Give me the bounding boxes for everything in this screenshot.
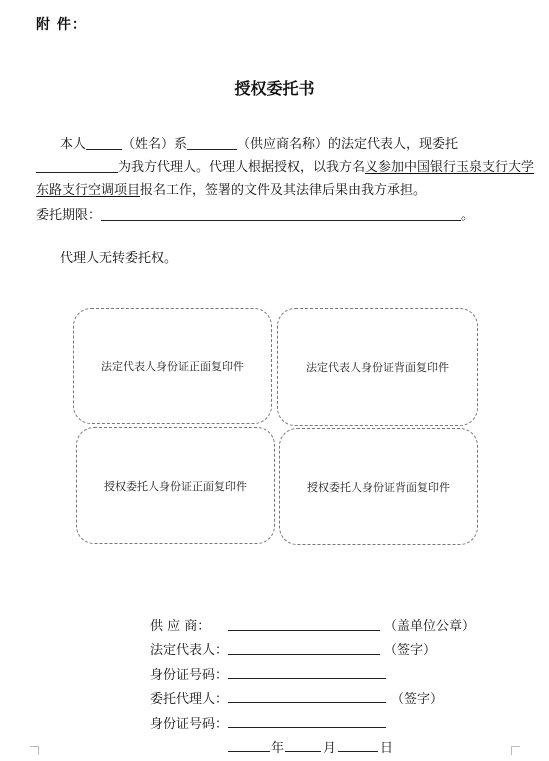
supplier-label: 供 应 商： xyxy=(150,619,211,634)
agent-label: 委托代理人： xyxy=(150,692,229,707)
corner-mark-bottom-left xyxy=(30,746,39,755)
text-project-underlined-2: 东路支行空调项目 xyxy=(36,183,141,198)
legal-rep-label: 法定代表人： xyxy=(150,643,229,658)
agent-name-blank xyxy=(36,159,118,173)
month-blank xyxy=(285,751,321,752)
name-blank xyxy=(86,136,122,150)
date-year: 年 xyxy=(271,741,285,756)
body-line-1 xyxy=(60,136,458,153)
term-blank xyxy=(101,207,461,221)
text-term-end: 。 xyxy=(461,208,475,223)
id-box-agent-back-label: 授权委托人身份证背面复印件 xyxy=(307,480,450,494)
year-blank xyxy=(228,751,270,752)
corner-mark-bottom-right xyxy=(511,746,520,755)
body-line-3 xyxy=(36,183,426,199)
legal-rep-sign-note: （签字） xyxy=(384,643,437,658)
agent-id-blank xyxy=(228,727,386,728)
text-supplier-legal-rep: （供应商名称）的法定代表人，现委托 xyxy=(237,137,459,152)
id-box-agent-front xyxy=(76,427,275,544)
agent-id-label: 身份证号码： xyxy=(150,717,229,732)
body-line-2 xyxy=(36,159,534,176)
supplier-seal-note: （盖单位公章） xyxy=(384,619,476,634)
date-month: 月 xyxy=(323,741,337,756)
text-agent-authorization: 为我方代理人。代理人根据授权，以我方名 xyxy=(118,160,366,175)
text-term-label: 委托期限： xyxy=(36,208,102,223)
day-blank xyxy=(338,751,378,752)
supplier-name-blank xyxy=(187,136,237,150)
no-transfer-statement: 代理人无转委托权。 xyxy=(60,251,178,266)
id-box-agent-front-label: 授权委托人身份证正面复印件 xyxy=(104,479,247,493)
id-box-legal-back xyxy=(277,308,478,426)
legal-rep-blank xyxy=(228,654,380,655)
id-box-legal-back-label: 法定代表人身份证背面复印件 xyxy=(306,361,449,374)
text-ben-ren: 本人 xyxy=(60,137,87,152)
attachment-label: 附 件： xyxy=(36,17,87,33)
id-box-agent-back xyxy=(279,428,478,545)
text-legal-consequences: 报名工作，签署的文件及其法律后果由我方承担。 xyxy=(140,183,427,198)
document-title: 授权委托书 xyxy=(234,79,315,98)
text-project-underlined-1: 义参加中国银行玉泉支行大学 xyxy=(365,160,535,175)
date-day: 日 xyxy=(380,741,394,756)
legal-rep-id-blank xyxy=(228,678,386,679)
text-xing-ming: （姓名）系 xyxy=(122,137,188,152)
id-box-legal-front xyxy=(73,308,272,424)
id-box-legal-front-label: 法定代表人身份证正面复印件 xyxy=(101,360,244,373)
body-line-4 xyxy=(36,207,474,224)
supplier-blank xyxy=(228,630,380,631)
agent-sign-note: （签字） xyxy=(391,692,444,707)
agent-blank xyxy=(228,702,386,703)
legal-rep-id-label: 身份证号码： xyxy=(150,668,229,683)
